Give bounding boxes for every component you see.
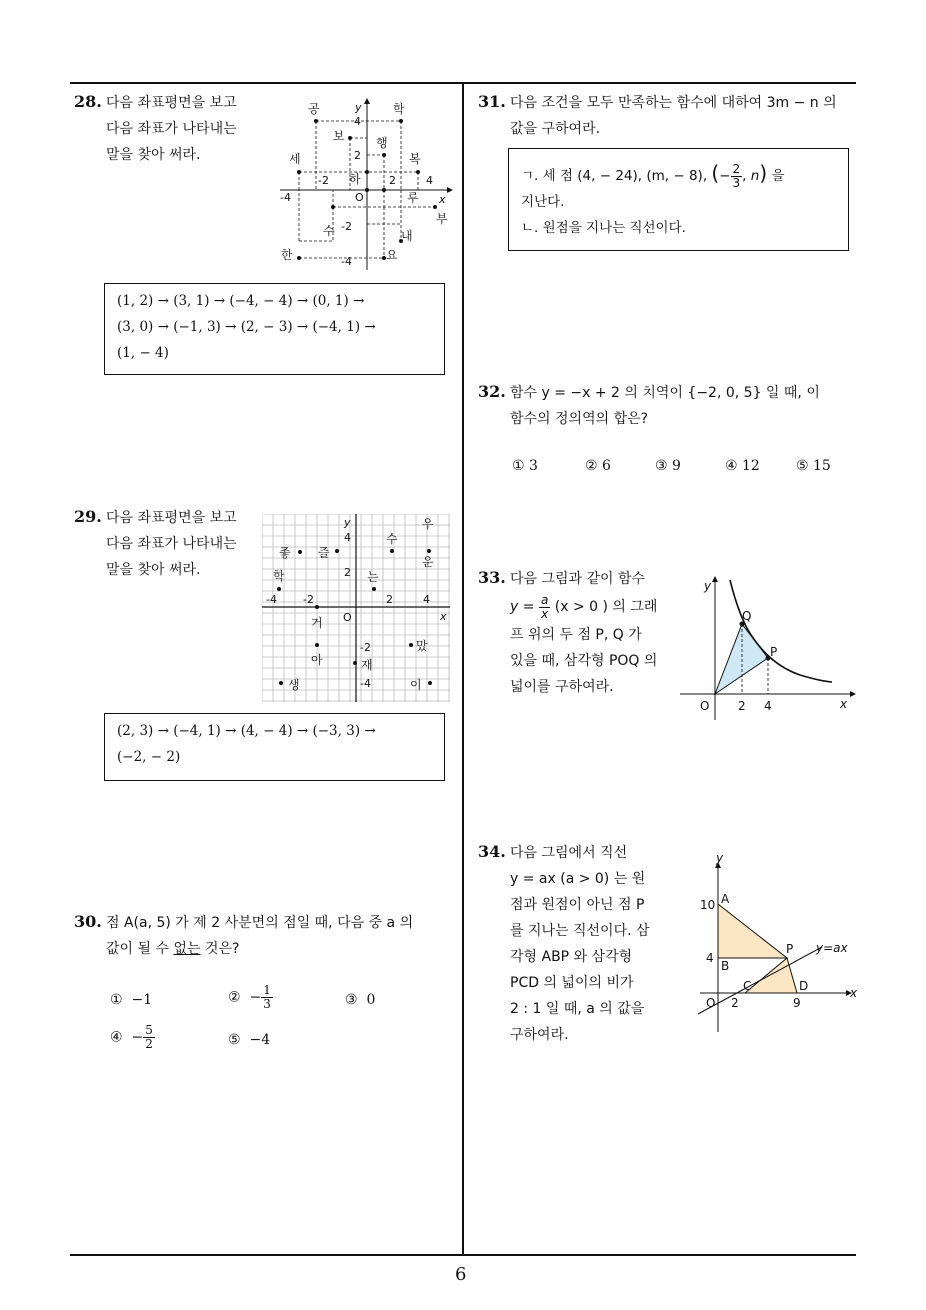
point: [365, 170, 369, 174]
fraction-denominator: 3: [732, 175, 741, 190]
choice-4[interactable]: [110, 1024, 155, 1051]
tick-label: 4: [423, 593, 430, 606]
point: [331, 205, 335, 209]
point: [427, 549, 431, 553]
point: [428, 681, 432, 685]
question-number: 33.: [478, 568, 506, 587]
tick-label: 9: [793, 996, 801, 1010]
point: [365, 188, 369, 192]
point: [409, 643, 413, 647]
choice-2[interactable]: ② 6: [585, 458, 611, 474]
question-number: 34.: [478, 842, 506, 861]
fraction-numerator: 5: [145, 1023, 153, 1037]
line-label: y=ax: [816, 941, 848, 955]
grid-label: 요: [386, 248, 398, 262]
question-text-line: 각형 ABP 와 삼각형: [510, 949, 633, 965]
question-number: 32.: [478, 382, 506, 401]
sequence-line: (2, 3) → (−4, 1) → (4, − 4) → (−3, 3) →: [117, 723, 376, 739]
tick-label: -2: [360, 641, 371, 654]
q29-sequence-box: [104, 713, 445, 781]
column-divider: [462, 82, 464, 1255]
choice-value: −: [131, 1029, 144, 1046]
grid-label: 학: [273, 569, 285, 583]
grid-label: 복: [409, 152, 421, 166]
point: [399, 119, 403, 123]
point: [390, 549, 394, 553]
grid-label: 좋: [279, 546, 291, 560]
tick-label: 2: [344, 566, 351, 579]
point: [297, 170, 301, 174]
tick-label: 2: [389, 174, 396, 187]
question-text-line: 다음 좌표평면을 보고: [106, 510, 237, 526]
choice-3[interactable]: [345, 992, 375, 1008]
point: [297, 256, 301, 260]
choice-4[interactable]: ④ 12: [725, 458, 760, 474]
tick-label: 4: [344, 531, 351, 544]
point: [348, 136, 352, 140]
point-label-a: A: [721, 892, 730, 906]
fraction-denominator: 3: [263, 997, 271, 1011]
fraction-denominator: 2: [145, 1037, 153, 1051]
grid-label: 행: [376, 136, 388, 150]
question-text-line: 있을 때, 삼각형 POQ 의: [510, 653, 658, 669]
tick-label: -4: [266, 593, 277, 606]
grid-label: 거: [311, 616, 323, 630]
choice-mark: ⑤: [228, 1032, 241, 1048]
point: [353, 661, 357, 665]
question-number: 28.: [74, 92, 102, 111]
choice-3[interactable]: ③ 9: [655, 458, 681, 474]
choice-mark: ②: [228, 989, 241, 1006]
choice-5[interactable]: ⑤ 15: [796, 458, 831, 474]
fraction-numerator: 1: [263, 983, 271, 997]
grid-label: 내: [401, 229, 413, 243]
origin-label: O: [706, 996, 716, 1010]
grid-label: 즐: [318, 546, 330, 560]
grid-label: 우: [422, 517, 434, 531]
sequence-line: (3, 0) → (−1, 3) → (2, − 3) → (−4, 1) →: [117, 319, 376, 335]
grid-label: 맜: [416, 639, 428, 653]
bottom-rule: [70, 1254, 856, 1256]
triangle-abp: [718, 904, 787, 958]
condition-text: ㄱ. 세 점 (4, − 24), (m, − 8),: [521, 168, 708, 184]
point: [314, 119, 318, 123]
condition-text: 지난다.: [521, 194, 565, 210]
axis-label-x: x: [840, 697, 848, 711]
axis-label-x: x: [439, 193, 446, 206]
question-number: 29.: [74, 507, 102, 526]
question-text: (x > 0 ) 의 그래: [554, 599, 658, 615]
choice-mark: ④: [110, 1029, 123, 1046]
question-text-line: 점 A(a, 5) 가 제 2 사분면의 점일 때, 다음 중 a 의: [106, 915, 414, 931]
choice-mark: ③: [345, 992, 358, 1008]
condition-text: ㄴ. 원점을 지나는 직선이다.: [521, 220, 686, 236]
page-number: 6: [455, 1264, 467, 1285]
sequence-line: (1, − 4): [117, 345, 169, 361]
question-text-line: 를 지나는 직선이다. 삼: [510, 923, 650, 939]
point: [416, 170, 420, 174]
choice-1[interactable]: [110, 992, 152, 1008]
question-text-line: 말을 찾아 써라.: [106, 562, 201, 578]
sequence-line: (1, 2) → (3, 1) → (−4, − 4) → (0, 1) →: [117, 293, 365, 309]
question-text-line: PCD 의 넓이의 비가: [510, 975, 634, 991]
grid-label: 재: [361, 658, 373, 672]
tick-label: 2: [386, 593, 393, 606]
tick-label: 10: [700, 898, 716, 912]
axis-label-y: y: [355, 101, 362, 114]
question-text-line: 넓이를 구하여라.: [510, 679, 614, 695]
q33-hyperbola-graph: [680, 572, 860, 722]
tick-label: 4: [354, 115, 361, 128]
fraction-numerator: 2: [732, 161, 741, 176]
point-label-p: P: [786, 942, 794, 956]
q28-sequence-box: [104, 283, 445, 375]
grid-label: 이: [410, 678, 422, 692]
question-text-line: 다음 그림에서 직선: [510, 845, 628, 861]
tick-label: -4: [341, 255, 352, 268]
question-text-line: y = ax (a > 0) 는 원: [510, 871, 646, 887]
point-label-c: C: [743, 979, 752, 993]
tick-label: -2: [341, 220, 352, 233]
grid-label: 세: [289, 152, 301, 166]
emphasis-text: 없는: [173, 941, 201, 957]
grid-label: 부: [436, 212, 448, 226]
point: [382, 188, 386, 192]
question-text-line: 구하여라.: [510, 1027, 569, 1043]
grid-label: 루: [407, 191, 419, 205]
grid-label: 는: [367, 570, 379, 584]
point: [315, 605, 319, 609]
question-text-line: 다음 좌표가 나타내는: [106, 121, 237, 137]
tick-label: -4: [360, 677, 371, 690]
point: [279, 681, 283, 685]
tick-label: 2: [354, 149, 361, 162]
q31-conditions-box: ㄱ. 세 점 (4, − 24), (m, − 8), (− $\frac{2}{3}$ , n) 을 지난다. ㄴ. 원점을 지나는 직선이다.: [508, 148, 849, 251]
question-text-line: 말을 찾아 써라.: [106, 147, 201, 163]
question-text-line: 값을 구하여라.: [510, 121, 601, 137]
grid-label: 한: [281, 248, 293, 262]
origin-label: O: [355, 191, 364, 204]
grid-label: 보: [333, 129, 345, 143]
grid-label: 아: [311, 653, 323, 667]
point: [277, 587, 281, 591]
point: [372, 587, 376, 591]
choice-value: 0: [366, 992, 376, 1008]
origin-label: O: [700, 699, 710, 713]
triangle-pcd: [745, 958, 797, 993]
question-text: 것은?: [200, 941, 240, 957]
origin-label: O: [343, 611, 352, 624]
tick-label: -2: [303, 593, 314, 606]
question-text-line: 함수 y = −x + 2 의 치역이 {−2, 0, 5} 일 때, 이: [510, 385, 820, 401]
condition-text: 을: [771, 168, 785, 184]
tick-label: -2: [318, 174, 329, 187]
tick-label: 4: [706, 951, 714, 965]
question-number: 31.: [478, 92, 506, 111]
point-label-q: Q: [742, 609, 752, 623]
tick-label: 2: [731, 996, 739, 1010]
q34-triangle-graph: [698, 852, 860, 1034]
point: [315, 643, 319, 647]
choice-value: −4: [249, 1032, 271, 1048]
point-label-d: D: [799, 979, 809, 993]
point-label-p: P: [770, 645, 778, 659]
grid-label: 수: [386, 532, 398, 546]
axis-label-y: y: [704, 579, 712, 593]
question-text-line: 프 위의 두 점 P, Q 가: [510, 627, 642, 643]
grid-label: 하: [349, 172, 361, 186]
axis-label-x: x: [850, 986, 858, 1000]
choice-2[interactable]: [228, 984, 273, 1011]
question-text-line: 점과 원점이 아닌 점 P: [510, 897, 645, 913]
grid-label: 수: [323, 224, 335, 238]
choice-5[interactable]: [228, 1032, 270, 1048]
q28-coordinate-plane: [275, 95, 455, 275]
choice-1[interactable]: ① 3: [512, 458, 538, 474]
grid-label: 학: [393, 102, 405, 116]
question-text-line: 다음 좌표가 나타내는: [106, 536, 237, 552]
sequence-line: (−2, − 2): [117, 749, 181, 765]
tick-label: 4: [426, 174, 433, 187]
axis-label-y: y: [344, 516, 351, 529]
grid-label: 생: [288, 678, 300, 692]
axis-label-x: x: [440, 610, 447, 623]
axis-label-y: y: [716, 852, 724, 865]
point: [298, 550, 302, 554]
tick-label: 4: [764, 699, 772, 713]
tick-label: -4: [280, 191, 291, 204]
choice-value: −: [249, 989, 262, 1006]
q29-coordinate-grid: [262, 514, 450, 702]
point: [433, 205, 437, 209]
question-text-line: 다음 조건을 모두 만족하는 함수에 대하여 3m − n 의: [510, 95, 837, 111]
question-text-line: 함수의 정의역의 합은?: [510, 411, 649, 427]
tick-label: 2: [738, 699, 746, 713]
question-text-line: 2 : 1 일 때, a 의 값을: [510, 1001, 645, 1017]
grid-label: 공: [308, 102, 320, 116]
choice-value: −1: [131, 992, 153, 1008]
choice-mark: ①: [110, 992, 123, 1008]
question-text: 값이 될 수: [106, 941, 174, 957]
question-text-line: 다음 좌표평면을 보고: [106, 95, 237, 111]
point: [382, 153, 386, 157]
question-text-line: 다음 그림과 같이 함수: [510, 571, 646, 587]
triangle-poq: [715, 624, 768, 694]
point-label-b: B: [721, 959, 730, 973]
question-number: 30.: [74, 912, 102, 931]
point: [335, 549, 339, 553]
grid-label: 운: [422, 555, 434, 569]
